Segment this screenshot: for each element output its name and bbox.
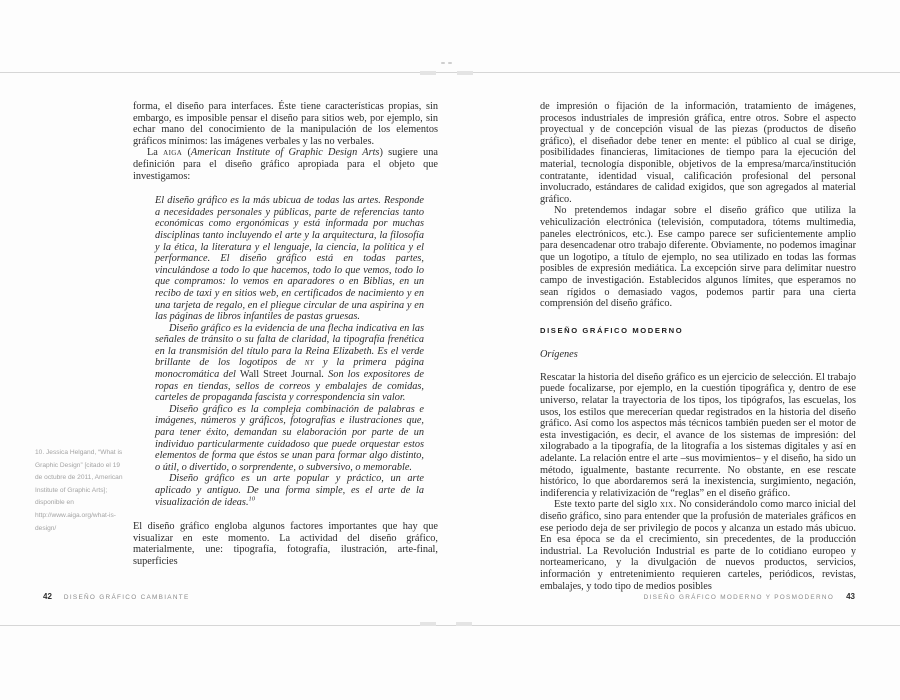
scan-speck (441, 62, 445, 64)
page-edge-mark (456, 622, 472, 626)
body-paragraph: El diseño gráfico engloba algunos factores importantes que hay que visualizar en este momento. La actividad del diseño gráfico, materialmente, une: tipografía, fotografía, ilustración, arte-final, superficies (133, 521, 438, 567)
body-paragraph: La aiga (American Institute of Graphic Design Arts) sugiere una definición para el diseño gráfico apropiada para el objeto que investigamos: (133, 147, 438, 182)
page-number: 43 (846, 592, 855, 601)
left-page-footer (43, 592, 190, 601)
section-heading: DISEÑO GRÁFICO MODERNO (540, 325, 684, 335)
block-quote-paragraph: Diseño gráfico es la evidencia de una flecha indicativa en las señales de tránsito o su falta de claridad, la tipografía frenética en la transmisión del título para la Reina Elizabeth. Es el verde brillante de los logotipos de ny y la primera página monocromática del Wall Street Journal. Son los expositores de ropas en tiendas, sellos de correos y embalajes de comidas, carteles de propaganda fascista y correspondencia sin valor. (155, 322, 424, 404)
spread-bottom-edge (0, 625, 900, 626)
block-quote-paragraph: El diseño gráfico es la más ubicua de todas las artes. Responde a necesidades personales y públicas, parte de referencias tanto económicas como ergonómicas y está informada por muchas disciplinas tanto incluyendo el arte y la arquitectura, la filosofía y la ética, la literatura y el lenguaje, la ciencia, la política y el performance. El diseño gráfico está en todas partes, vinculándose a todo lo que hacemos, todo lo que vemos, todo lo que compramos: lo vemos en aparadores o en Biblias, en un recibo de taxi y en sitios web, en certificados de nacimiento y en una tarjeta de regalo, en el pliegue circular de una aspirina y en las páginas de libros infantiles de pastas gruesas. (155, 195, 424, 323)
margin-footnote: 10. Jessica Helgand, “What is Graphic Design” [citado el 19 de octubre de 2011, American Institute of Graphic Arts]; disponible en http://www.aiga.org/what-is-design/ (35, 449, 123, 532)
block-quote-paragraph: Diseño gráfico es la compleja combinación de palabras e imágenes, números y gráficos, fotografías e ilustraciones que, para tener éxito, demandan su elaboración por parte de un individuo particularmente cuidadoso que puede orquestar estos elementos de forma que éstos se unan para formar algo distinto, o útil, o divertido, o sorprendente, o subversivo, o memorable. (155, 403, 424, 473)
right-page-footer (644, 592, 855, 601)
right-page-body (540, 101, 856, 592)
body-paragraph: No pretendemos indagar sobre el diseño gráfico que utiliza la vehiculización electrónica (televisión, computadora, tótems multimedia, paneles electrónicos, etc.). Ese campo parece ser suficientemente amplio para desencadenar otro trabajo diferente. Obviamente, no podemos imaginar que un logotipo, a título de ejemplo, no sea utilizado en todas las formas posibles de expresión mediática. La excepción sirve para delimitar nuestro campo de investigación. Establecidos algunos límites, que esperamos no sean rígidos o demasiado vagos, podemos partir para una cierta comprensión del diseño gráfico. (540, 205, 856, 310)
running-title: DISEÑO GRÁFICO CAMBIANTE (63, 594, 190, 601)
right-page-body-top (540, 101, 856, 310)
right-page-body-bottom (540, 372, 856, 592)
running-title: DISEÑO GRÁFICO MODERNO Y POSMODERNO (643, 594, 835, 601)
page-edge-mark (457, 71, 473, 75)
body-paragraph: Este texto parte del siglo xix. No considerándolo como marco inicial del diseño gráfico, sino para entender que la profusión de materiales gráficos en ese periodo deja de ser privilegio de pocos y alcanza un estado más ubicuo. En esa época se da el crecimiento, sin precedentes, de la producción industrial. La Revolución Industrial es parte de lo cotidiano europeo y norteamericano, y la divulgación de nuevos productos, servicios, información y entretenimiento requieren carteles, periódicos, revistas, embalajes, y todo tipo de medios posibles (540, 499, 856, 592)
left-page-body (133, 101, 438, 568)
scan-speck (448, 62, 452, 64)
page-edge-mark (420, 71, 436, 75)
body-paragraph: forma, el diseño para interfaces. Éste tiene características propias, sin embargo, es imposible pensar el diseño para sitios web, por ejemplo, sin echar mano del conocimiento de la manipulación de los elementos gráficos mínimos: las imágenes verbales y las no verbales. (133, 101, 438, 147)
page-number: 42 (43, 592, 52, 601)
body-paragraph: de impresión o fijación de la información, tratamiento de imágenes, procesos industriales de impresión gráfica, entre otros. Sobre el aspecto proyectual y de concepción visual de las piezas (productos de diseño gráfico), el diseñador debe tener en mente: el público al cual se dirige, posibilidades financieras, limitaciones de tiempo para la ejecución del material, tecnología disponible, objetivos de la empresa/marca/institución contratante, identidad visual, calificación profesional del personal involucrado, estándares de calidad exigidos, que son agregados al material gráfico. (540, 101, 856, 205)
spread-top-edge (0, 72, 900, 73)
page-edge-mark (420, 622, 436, 626)
block-quote-paragraph: Diseño gráfico es un arte popular y práctico, un arte aplicado y antiguo. De una forma simple, es el arte de la visualización de ideas.$^{10}$ (155, 473, 424, 508)
subsection-heading: Orígenes (540, 349, 578, 361)
body-paragraph: Rescatar la historia del diseño gráfico es un ejercicio de selección. El trabajo puede focalizarse, por ejemplo, en la cuestión tipográfica y, dentro de ese universo, relatar la trayectoria de los tipos, los tipógrafos, las escuelas, los usos, los estilos que merecerían quedar registrados en la historia del diseño gráfico. Así como los aspectos más técnicos también pueden ser el motor de esta investigación, es decir, el avance de los sistemas de impresión: del xilograbado a la tipografía, de la litografía a los sistemas digitales y así en adelante. La relación entre el arte –sus movimientos– y el diseño, ha sido un método, igualmente, bastante recurrente. No obstante, en ese rescate histórico, lo que abordaremos será la inexistencia, surgimiento, negación, indiferencia y relativización de “reglas” en el diseño gráfico. (540, 371, 856, 499)
